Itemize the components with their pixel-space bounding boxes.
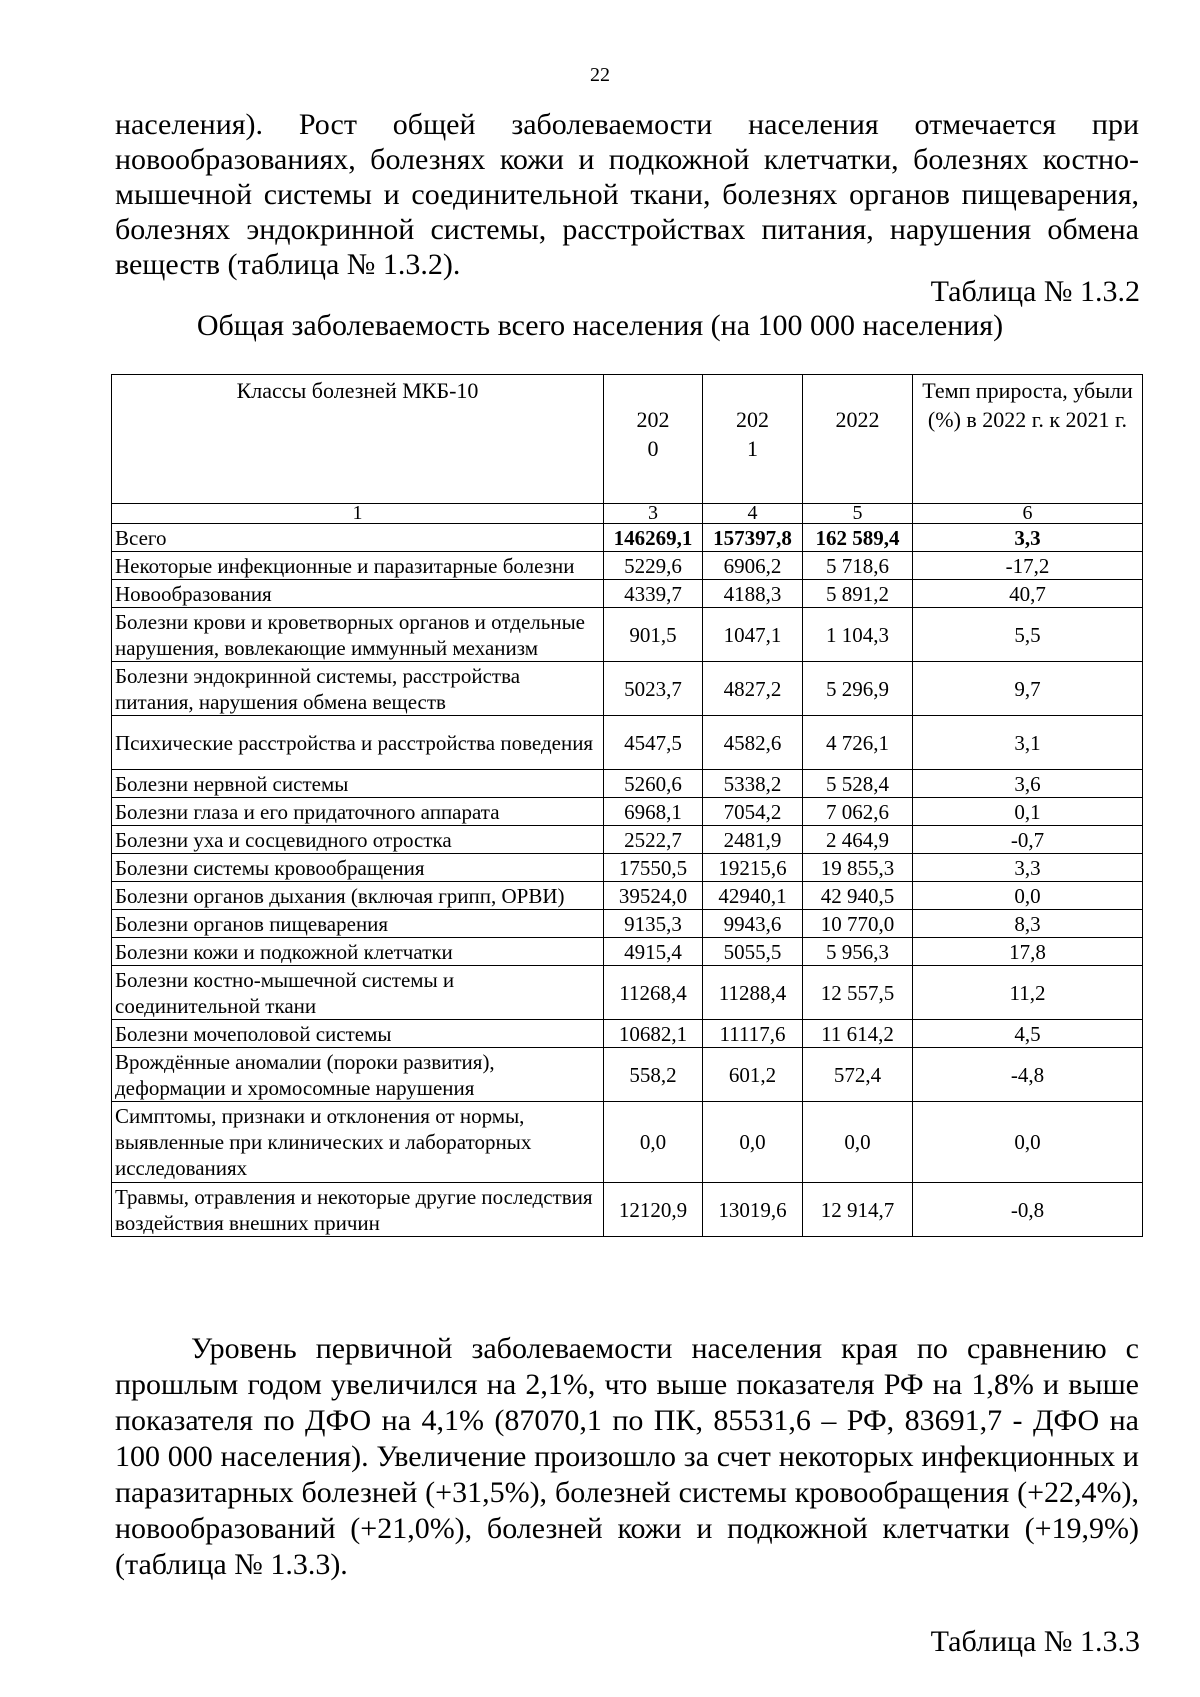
value-2022-cell: 5 528,4 (803, 770, 913, 798)
table-row (112, 1048, 1143, 1102)
value-2022-cell: 5 891,2 (803, 580, 913, 608)
value-2022-cell: 572,4 (803, 1048, 913, 1102)
value-2021-cell: 42940,1 (703, 882, 803, 910)
growth-rate-cell: 5,5 (913, 608, 1143, 662)
disease-class-cell: Болезни нервной системы (112, 770, 604, 798)
disease-class-cell: Болезни крови и кроветворных органов и отдельные нарушения, вовлекающие иммунный механизм (112, 608, 604, 662)
value-2022-cell: 10 770,0 (803, 910, 913, 938)
table-row-total (112, 524, 1143, 552)
value-2020-cell: 0,0 (604, 1102, 703, 1183)
disease-class-cell: Болезни глаза и его придаточного аппарата (112, 798, 604, 826)
value-2021-cell: 2481,9 (703, 826, 803, 854)
next-table-label: Таблица № 1.3.3 (930, 1625, 1140, 1658)
value-2021-cell: 9943,6 (703, 910, 803, 938)
disease-class-cell: Болезни органов пищеварения (112, 910, 604, 938)
value-2021-cell: 5055,5 (703, 938, 803, 966)
value-2020-cell: 9135,3 (604, 910, 703, 938)
value-2020-cell: 4915,4 (604, 938, 703, 966)
value-2021-cell: 19215,6 (703, 854, 803, 882)
value-2020-cell: 10682,1 (604, 1020, 703, 1048)
value-2021-cell: 6906,2 (703, 552, 803, 580)
column-number: 1 (112, 504, 604, 524)
value-2021-cell: 5338,2 (703, 770, 803, 798)
value-2022-cell: 12 557,5 (803, 966, 913, 1020)
disease-class-cell: Всего (112, 524, 604, 552)
column-number-row (112, 504, 1143, 524)
table-row (112, 854, 1143, 882)
value-2021-cell: 4827,2 (703, 662, 803, 716)
growth-rate-cell: 40,7 (913, 580, 1143, 608)
growth-rate-cell: 9,7 (913, 662, 1143, 716)
growth-rate-cell: 3,3 (913, 854, 1143, 882)
header-classes: Классы болезней МКБ-10 (112, 375, 604, 504)
value-2021-cell: 601,2 (703, 1048, 803, 1102)
value-2022-cell: 0,0 (803, 1102, 913, 1183)
disease-class-cell: Травмы, отравления и некоторые другие последствия воздействия внешних причин (112, 1183, 604, 1237)
growth-rate-cell: -17,2 (913, 552, 1143, 580)
value-2021-cell: 7054,2 (703, 798, 803, 826)
column-number: 4 (703, 504, 803, 524)
table-row (112, 716, 1143, 770)
value-2020-cell: 17550,5 (604, 854, 703, 882)
table-row (112, 966, 1143, 1020)
value-2020-cell: 146269,1 (604, 524, 703, 552)
value-2021-cell: 4188,3 (703, 580, 803, 608)
page-number: 22 (590, 64, 610, 86)
value-2020-cell: 4339,7 (604, 580, 703, 608)
table-row (112, 608, 1143, 662)
value-2020-cell: 901,5 (604, 608, 703, 662)
value-2020-cell: 558,2 (604, 1048, 703, 1102)
disease-class-cell: Новообразования (112, 580, 604, 608)
value-2022-cell: 7 062,6 (803, 798, 913, 826)
table-label: Таблица № 1.3.2 (930, 275, 1140, 308)
column-number: 6 (913, 504, 1143, 524)
value-2022-cell: 42 940,5 (803, 882, 913, 910)
growth-rate-cell: 3,6 (913, 770, 1143, 798)
disease-class-cell: Некоторые инфекционные и паразитарные болезни (112, 552, 604, 580)
table-body (112, 375, 1143, 1237)
value-2021-cell: 4582,6 (703, 716, 803, 770)
value-2022-cell: 1 104,3 (803, 608, 913, 662)
column-number: 5 (803, 504, 913, 524)
growth-rate-cell: -0,8 (913, 1183, 1143, 1237)
header-2022: 2022 (803, 375, 913, 504)
table-row (112, 552, 1143, 580)
table-row (112, 826, 1143, 854)
value-2021-cell: 0,0 (703, 1102, 803, 1183)
value-2022-cell: 4 726,1 (803, 716, 913, 770)
table-row (112, 580, 1143, 608)
header-2021: 202 1 (703, 375, 803, 504)
value-2021-cell: 11117,6 (703, 1020, 803, 1048)
table-row (112, 882, 1143, 910)
table-title: Общая заболеваемость всего населения (на 100 000 населения) (196, 309, 1004, 342)
disease-class-cell: Болезни эндокринной системы, расстройства питания, нарушения обмена веществ (112, 662, 604, 716)
growth-rate-cell: -4,8 (913, 1048, 1143, 1102)
value-2020-cell: 4547,5 (604, 716, 703, 770)
header-growth: Темп прироста, убыли (%) в 2022 г. к 2021 г. (913, 375, 1143, 504)
value-2020-cell: 5260,6 (604, 770, 703, 798)
value-2022-cell: 12 914,7 (803, 1183, 913, 1237)
table-row (112, 938, 1143, 966)
value-2020-cell: 5229,6 (604, 552, 703, 580)
value-2021-cell: 157397,8 (703, 524, 803, 552)
growth-rate-cell: 0,1 (913, 798, 1143, 826)
growth-rate-cell: 3,3 (913, 524, 1143, 552)
table-row (112, 798, 1143, 826)
table-row (112, 770, 1143, 798)
value-2022-cell: 19 855,3 (803, 854, 913, 882)
disease-class-cell: Болезни органов дыхания (включая грипп, ОРВИ) (112, 882, 604, 910)
value-2022-cell: 5 956,3 (803, 938, 913, 966)
value-2021-cell: 1047,1 (703, 608, 803, 662)
disease-class-cell: Болезни костно-мышечной системы и соединительной ткани (112, 966, 604, 1020)
value-2022-cell: 5 718,6 (803, 552, 913, 580)
table-row (112, 1183, 1143, 1237)
table-row (112, 1102, 1143, 1183)
value-2020-cell: 39524,0 (604, 882, 703, 910)
growth-rate-cell: 0,0 (913, 1102, 1143, 1183)
value-2021-cell: 11288,4 (703, 966, 803, 1020)
value-2022-cell: 162 589,4 (803, 524, 913, 552)
outro-paragraph: Уровень первичной заболеваемости населения края по сравнению с прошлым годом увеличился на 2,1%, что выше показателя РФ на 1,8% и выше показателя по ДФО на 4,1% (87070,1 по ПК, 85531,6 – РФ, 83691,7 - ДФО на 100 000 населения). Увеличение произошло за счет некоторых инфекционных и паразитарных болезней (+31,5%), болезней системы кровообращения (+22,4%), новообразований (+21,0%), болезней кожи и подкожной клетчатки (+19,9%) (таблица № 1.3.3). (115, 1332, 1139, 1581)
value-2022-cell: 5 296,9 (803, 662, 913, 716)
disease-class-cell: Симптомы, признаки и отклонения от нормы, выявленные при клинических и лабораторных исследованиях (112, 1102, 604, 1183)
value-2020-cell: 2522,7 (604, 826, 703, 854)
disease-class-cell: Болезни системы кровообращения (112, 854, 604, 882)
growth-rate-cell: 4,5 (913, 1020, 1143, 1048)
disease-class-cell: Болезни мочеполовой системы (112, 1020, 604, 1048)
growth-rate-cell: 0,0 (913, 882, 1143, 910)
value-2022-cell: 11 614,2 (803, 1020, 913, 1048)
disease-class-cell: Болезни уха и сосцевидного отростка (112, 826, 604, 854)
value-2020-cell: 6968,1 (604, 798, 703, 826)
value-2020-cell: 12120,9 (604, 1183, 703, 1237)
table-row (112, 1020, 1143, 1048)
growth-rate-cell: 3,1 (913, 716, 1143, 770)
growth-rate-cell: 11,2 (913, 966, 1143, 1020)
table-row (112, 662, 1143, 716)
disease-class-cell: Психические расстройства и расстройства поведения (112, 716, 604, 770)
value-2020-cell: 5023,7 (604, 662, 703, 716)
value-2021-cell: 13019,6 (703, 1183, 803, 1237)
disease-class-cell: Врождённые аномалии (пороки развития), деформации и хромосомные нарушения (112, 1048, 604, 1102)
growth-rate-cell: 17,8 (913, 938, 1143, 966)
morbidity-table (111, 374, 1143, 1237)
table-row (112, 910, 1143, 938)
column-number: 3 (604, 504, 703, 524)
disease-class-cell: Болезни кожи и подкожной клетчатки (112, 938, 604, 966)
intro-paragraph: населения). Рост общей заболеваемости населения отмечается при новообразованиях, болезнях кожи и подкожной клетчатки, болезнях костно-мышечной системы и соединительной ткани, болезнях органов пищеварения, болезнях эндокринной системы, расстройствах питания, нарушения обмена веществ (таблица № 1.3.2). (115, 108, 1139, 281)
growth-rate-cell: 8,3 (913, 910, 1143, 938)
table-header-row (112, 375, 1143, 504)
growth-rate-cell: -0,7 (913, 826, 1143, 854)
value-2020-cell: 11268,4 (604, 966, 703, 1020)
header-2020: 202 0 (604, 375, 703, 504)
value-2022-cell: 2 464,9 (803, 826, 913, 854)
